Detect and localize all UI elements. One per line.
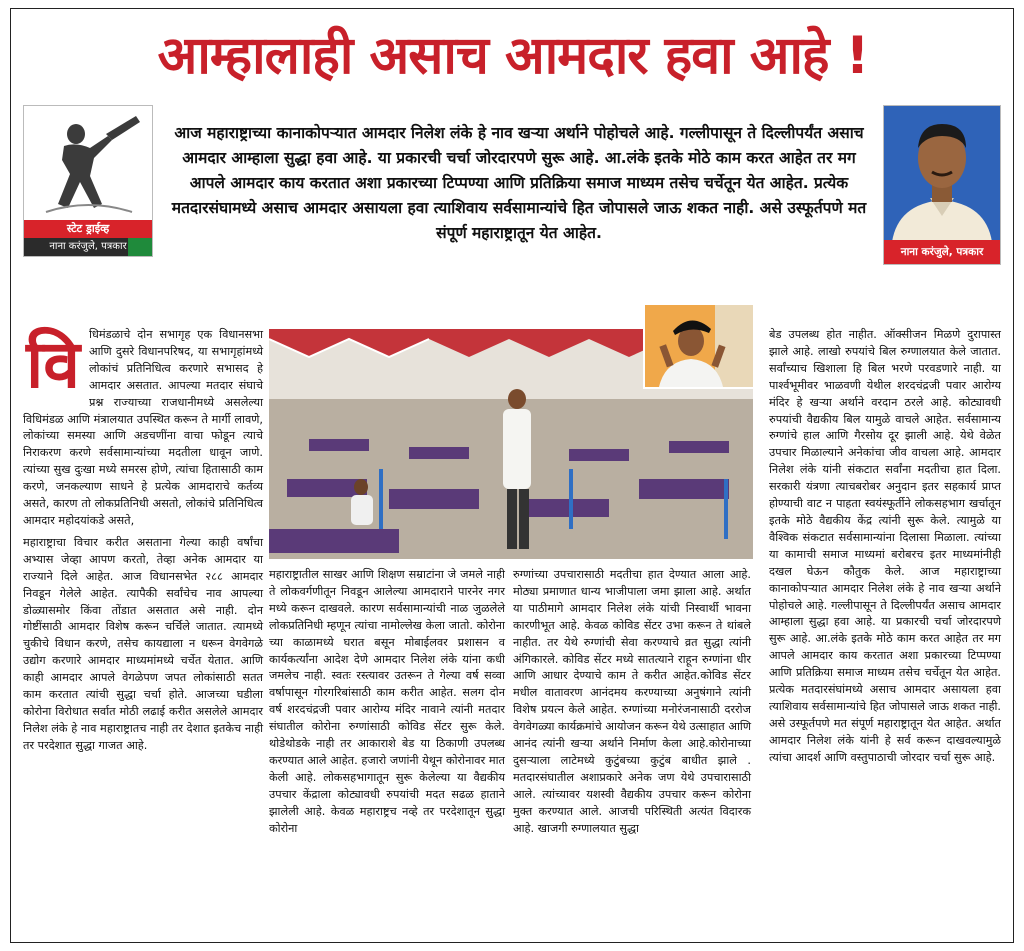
headline: आम्हालाही असाच आमदार हवा आहे ! xyxy=(157,26,869,86)
newspaper-page xyxy=(10,8,1014,943)
paragraph: धिमंडळाचे दोन सभागृह एक विधानसभा आणि दुसरे विधानपरिषद, या सभागृहांमध्ये लोकांचं प्रतिनिधित्व करणारे सभासद हे आमदार असतात. आपल्या मतदार संघाचे प्रश्न राज्याच्या राजधानीमध्ये असलेल्या विधिमंडळ आणि मंत्रालयात उपस्थित करून ते मार्गी लावणे, लोकांच्या समस्या आणि अडचणींना वाचा फोडून त्याचे निराकरण करणे सर्वसामान्यांच्या मदतीला धावून जाणे. त्यांच्या सुख दुःखा मध्ये समरस होणे, त्यांचा हितासाठी काम करणे, जनकल्याण साधने हे प्रत्येक आमदाराचे कर्तव्य असते, कारण तो लोकप्रतिनिधी असतो, लोकांचे प्रतिनिधित्व आमदार महोदयांकडे असते, xyxy=(23,328,263,527)
intro-text: आज महाराष्ट्राच्या कानाकोपऱ्यात आमदार निलेश लंके हे नाव खऱ्या अर्थाने पोहोचले आहे. गल्लीपासून ते दिल्लीपर्यंत असाच आमदार आम्हाला सुद्धा हवा आहे. या प्रकारची चर्चा जोरदारपणे सुरू आहे. आ.लंके इतके मोठे काम करत आहेत तर मग आपले आमदार काय करतात अशा प्रकारच्या टिप्पण्या आणि प्रतिक्रिया समाज माध्यम तसेच चर्चेतून येत आहेत. प्रत्येक मतदारसंघामध्ये असाच आमदार असायला हवा त्याशिवाय सर्वसामान्यांचे हित जोपासले जाऊ शकत नाही. असे उस्फूर्तपणे मत संपूर्ण महाराष्ट्रातून येत आहेत. xyxy=(171,124,867,242)
dropcap: वि xyxy=(26,326,80,403)
state-drive-logo xyxy=(23,105,153,257)
paragraph: बेड उपलब्ध होत नाहीत. ऑक्सीजन मिळणे दुरापास्त झाले आहे. लाखो रुपयांचे बिल रुग्णालयात केले जातात. सर्वांच्याच खिशाला हि बिल भरणे परवडणारे नाही. या पार्श्वभूमीवर भाळवणी येथील शरदचंद्रजी पवार आरोग्य मंदिर हे खऱ्या अर्थाने वरदान ठरले आहे. कोट्यावधी रुपयांची वैद्यकीय बिल यामुळे वाचले आहेत. सर्वसामान्य रुग्णांचे हाल आणि गैरसोय दूर झाली आहे. येथे वेळेत उपचार मिळाल्याने अनेकांचा जीव वाचला आहे. आमदार निलेश लंके यांनी संकटात सर्वांना मदतीचा हात दिला. सरकारी यंत्रणा त्याचबरोबर अनुदान इतर सहकार्य प्राप्त होण्याची वाट न पाहता स्वयंस्फूर्तीने लोकसहभाग खर्चातून इतके मोठे वैद्यकीय केंद्र त्यांनी सुरू केले. त्यामुळे या वैश्विक संकटात सर्वसामान्यांना दिलासा मिळाला. त्यांच्या या कामाची समाज माध्यमां बरोबरच इतर माध्यमांनीही दखल घेऊन कौतुक केले. आज महाराष्ट्राच्या कानाकोपऱ्यात आमदार निलेश लंके हे नाव खऱ्या अर्थाने पोहोचले आहे. गल्लीपासून ते दिल्लीपर्यंत असाच आमदार आम्हाला सुद्धा हवा आहे. या प्रकारची चर्चा जोरदारपणे सुरू आहे. आ.लंके इतके मोठे काम करत आहेत तर मग आपले आमदार काय करतात अशा प्रकारच्या टिप्पण्या आणि प्रतिक्रिया समाज माध्यम तसेच चर्चेतून येत आहेत. प्रत्येक मतदारसंघांमध्ये असाच आमदार असायला हवा त्याशिवाय सर्वसामान्यांचे हित जोपासले जाऊ शकत नाही. असे उस्फूर्तपणे मत संपूर्ण महाराष्ट्रातून येत आहेत. अर्थात आमदार निलेश लंके यांनी हे सर्व करून दाखवल्यामुळे त्यांचा आदर्श आणि वस्तुपाठाची जोरदार चर्चा सुरू आहे. xyxy=(769,328,1001,764)
article-column-1 xyxy=(23,327,263,760)
paragraph: महाराष्ट्राचा विचार करीत असताना गेल्या काही वर्षांचा अभ्यास जेव्हा आपण करतो, तेव्हा अनेक आमदार या राज्याने दिले आहेत. आज विधानसभेत २८८ आमदार निवडून गेलेले आहेत. त्यापैकी सर्वांचेच नाव आपल्या डोळ्यासमोर किंवा तोंडात असतात असे नाही. दोन गोष्टींसाठी आमदार विशेष करून चर्चिले जातात. त्यामध्ये चुकीचे विधान करणे, तसेच कायद्याला न धरून वेगवेगळे उद्योग करणारे आमदार माध्यमांमध्ये चर्चेत येतात. आणि काही आमदार आपले वेगळेपण जपत लोकांसाठी सतत काम करतात त्यांची सुद्धा चर्चा होते. आजच्या घडीला कोरोना विरोधात सर्वात मोठी लढाई करीत असलेले आमदार निलेश लंके हे नाव महाराष्ट्रातच नाही तर देशात इतकेच नाही तर परदेशात सुद्धा गाजत आहे. xyxy=(23,535,263,752)
article-column-4 xyxy=(769,327,1001,772)
article-column-3 xyxy=(513,567,751,843)
logo-label: स्टेट ड्राईव्ह xyxy=(24,220,152,238)
paragraph: महाराष्ट्रातील साखर आणि शिक्षण सम्राटांना जे जमले नाही ते लोकवर्गणीतून निवडून आलेल्या आमदाराने पारनेर नगर मध्ये करून दाखवले. कारण सर्वसामान्यांची नाळ जुळलेले लोकप्रतिनिधी म्हणून त्यांचा नामोल्लेख केला जातो. कोरोना च्या काळामध्ये घरात बसून मोबाईलवर प्रशासन व कार्यकर्त्यांना आदेश देणे आमदार निलेश लंके यांना कधी जमलेच नाही. स्वतः रस्त्यावर उतरून ते गेल्या वर्ष सव्वा वर्षापासून गोरगरिबांसाठी काम करीत आहेत. सलग दोन वर्ष शरदचंद्रजी पवार आरोग्य मंदिर नावाने त्यांनी मतदार संघातील कोरोना रुग्णांसाठी कोविड सेंटर सुरू केले. थोडेथोडके नाही तर आकाराशे बेड या ठिकाणी उपलब्ध करण्यात आले आहेत. हजारो जणांनी येथून कोरोनावर मात केली आहे. लोकसहभागातून सुरू केलेल्या या वैद्यकीय उपचार केंद्राला कोट्यावधी रुपयांची मदत सढळ हाताने झालेली आहे. केवळ महाराष्ट्रच नव्हे तर परदेशातून सुद्धा कोरोना xyxy=(269,568,505,835)
logo-byline: नाना करंजुले, पत्रकार xyxy=(24,238,152,256)
reporter-portrait-image xyxy=(884,106,1000,242)
reporter-photo-caption: नाना करंजुले, पत्रकार xyxy=(884,240,1000,264)
reporter-photo xyxy=(883,105,1001,265)
cricket-batsman-icon xyxy=(32,112,144,218)
logo-green-band xyxy=(128,238,152,256)
paragraph: रुग्णांच्या उपचारासाठी मदतीचा हात देण्यात आला आहे. मोठ्या प्रमाणात धान्य भाजीपाला जमा झाला आहे. अर्थात या पाठीमागे आमदार निलेश लंके यांची निस्वार्थी भावना कारणीभूत आहे. केवळ कोविड सेंटर उभा करून ते थांबले नाहीत. तर येथे रुग्णांची सेवा करण्याचे व्रत सुद्धा त्यांनी अंगिकारले. कोविड सेंटर मध्ये सातत्याने राहून रुग्णांना धीर आणि आधार देण्याचे काम ते करीत आहेत.कोविड सेंटर मधील वातावरण आनंदमय करण्याच्या अनुषंगाने त्यांनी विशेष प्रयत्न केले आहेत. रुग्णांच्या मनोरंजनासाठी दररोज वेगवेगळ्या कार्यक्रमांचे आयोजन करून येथे उत्साहात आणि आनंद त्यांनी खऱ्या अर्थाने निर्माण केला आहे.कोरोनाच्या दुसऱ्याला लाटेमध्ये कुटुंबच्या कुटुंब बाधीत झाले . मतदारसंघातील अशाप्रकारे अनेक जण येथे उपचारासाठी आले. त्यांच्यावर यशस्वी वैद्यकीय उपचार करून कोरोना मुक्त करण्यात आले. आजची परिस्थिती अत्यंत विदारक आहे. खाजगी रुग्णालयात सुद्धा xyxy=(513,568,751,835)
inset-image xyxy=(645,305,753,387)
inset-photo xyxy=(643,303,755,389)
article-column-2 xyxy=(269,567,505,843)
